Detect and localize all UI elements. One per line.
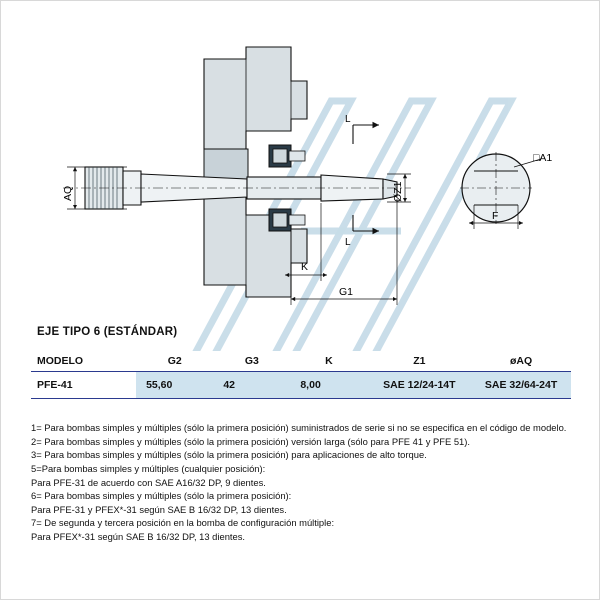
note-5-detail: Para PFE-31 de acuerdo con SAE A16/32 DP, 9 dientes. (31, 476, 266, 488)
cell-g3: 42 (213, 372, 290, 399)
section-arrow-bottom-label: L (345, 237, 351, 248)
note-2: 2= Para bombas simples y múltiples (sólo la primera posición) versión larga (sólo para PFE 41 y PFE 51). (31, 435, 470, 447)
shaft-technical-drawing (1, 19, 600, 319)
dimension-aq-label: AQ (62, 185, 74, 201)
dimension-a1-label: □A1 (533, 152, 553, 164)
dimension-f-label: F (492, 210, 499, 222)
cell-modelo: PFE-41 (31, 372, 136, 399)
note-6-detail: Para PFE-31 y PFEX*-31 según SAE B 16/32 DP, 13 dientes. (31, 503, 287, 515)
dimension-k-label: K (301, 261, 309, 273)
col-header-k: K (290, 351, 367, 372)
col-header-g3: G3 (213, 351, 290, 372)
col-header-aq: øAQ (471, 351, 571, 372)
note-7: 7= De segunda y tercera posición en la bomba de configuración múltiple: (31, 517, 335, 529)
cell-aq: SAE 32/64-24T (471, 372, 571, 399)
note-6: 6= Para bombas simples y múltiples (sólo la primera posición): (31, 490, 292, 502)
col-header-g2: G2 (136, 351, 213, 372)
note-3: 3= Para bombas simples y múltiples (sólo la primera posición) para aplicaciones de alto torque. (31, 449, 427, 461)
section-title: EJE TIPO 6 (ESTÁNDAR) (37, 326, 178, 338)
cell-g2: 55,60 (136, 372, 213, 399)
dimensions-table (31, 351, 571, 399)
notes-block (31, 421, 576, 544)
table-header-row (31, 351, 571, 372)
cell-z1: SAE 12/24-14T (368, 372, 472, 399)
note-5: 5=Para bombas simples y múltiples (cualquier posición): (31, 462, 266, 474)
note-1: 1= Para bombas simples y múltiples (sólo la primera posición) suministrados de serie si no se especifica en el código de modelo. (31, 422, 567, 433)
table-row (31, 372, 571, 399)
cell-k: 8,00 (290, 372, 367, 399)
col-header-z1: Z1 (368, 351, 472, 372)
section-arrow-top-label: L (345, 114, 351, 125)
col-header-modelo: MODELO (31, 351, 136, 372)
note-7-detail: Para PFEX*-31 según SAE B 16/32 DP, 13 dientes. (31, 531, 246, 542)
dimension-z1-label: ØZ1 (392, 181, 404, 202)
dimension-g1-label: G1 (339, 286, 354, 298)
